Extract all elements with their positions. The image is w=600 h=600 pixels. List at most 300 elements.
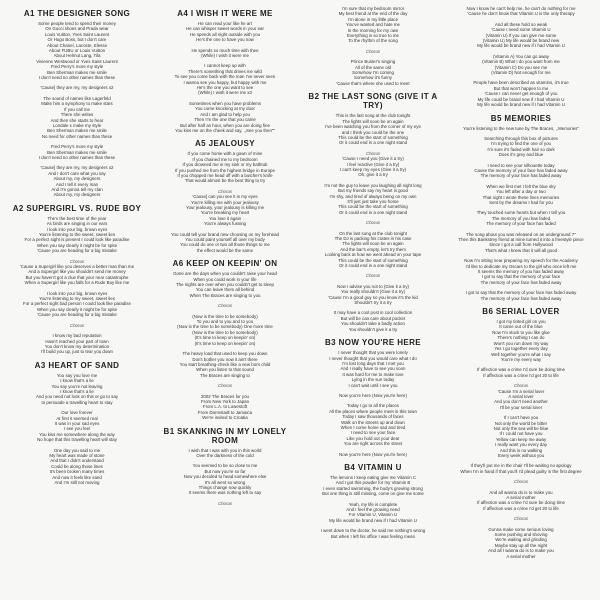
lyric-line: If I can't have you [503, 415, 539, 421]
lyric-line: This could be the start of something [338, 134, 408, 140]
lyric-line: You shouldn't give it a try [348, 326, 398, 332]
lyric-line: About FUBU or Louis Vuitton [48, 48, 106, 54]
lyric-line: 'Cause I'm a serial lover [497, 388, 545, 394]
song-block [450, 6, 592, 108]
lyric-line: There she writes [60, 112, 94, 118]
lyric-line: Over the darkness of the cold [196, 452, 254, 458]
lyric-line: For a perfect sight is present I could look like paradise [24, 237, 130, 243]
lyric-line: There's something that drives me wild [188, 68, 262, 74]
song-title: A3 HEART OF SAND [34, 360, 120, 370]
lyric-line: The lemons I keep eating give me Vitamin C [329, 475, 417, 480]
lyric-line: My heart was made of stone [49, 453, 105, 458]
chorus-marker: Chorus [513, 383, 529, 389]
lyric-line: The lights will soon be on again [342, 118, 404, 124]
lyric-line: When I come home sad and tired [340, 424, 406, 430]
lyric-line: A serial lover [508, 393, 534, 399]
lyric-line: If affection was a crime I'd sure be doing time [477, 500, 565, 506]
lyric-line: I got my tinted girl on you [496, 319, 546, 325]
lyric-line: If you drowned me in my sink or my bathtub [182, 162, 268, 168]
lyric-line: You say you're not leaving [51, 383, 103, 389]
lyric-line: You left after a day or two [496, 189, 546, 195]
lyric-line: I'm alone in my little place [347, 16, 399, 22]
lyric-line: Cause the memory of your face has faded away [474, 167, 568, 173]
lyric-line: Or it could end in a one night stand [338, 263, 408, 269]
lyric-line: He spends so much time with thee [191, 47, 259, 53]
lyric-line: Now you're here (Now you're here) [339, 392, 407, 398]
lyric-line: No need for other names than these [41, 133, 113, 139]
lyric-line: My life would be brand new if I had Vitamin U [329, 517, 417, 523]
lyric-line: And all wanna do is to make you [489, 489, 553, 495]
song-block [154, 259, 296, 420]
lyric-line: I need to see your silhouette today [487, 162, 555, 168]
lyric-line: I'll be your serial lover [499, 404, 543, 410]
lyric-line: Ben Sherman makes me smile [47, 128, 107, 134]
lyric-line: The memory of your face has faded [486, 221, 556, 227]
song-block [302, 92, 444, 332]
lyric-line: The Braces are singing to [199, 372, 251, 378]
lyric-line: You're listening to the sweet, sweet lies [38, 232, 116, 237]
lyric-line: You say you love me [56, 372, 98, 378]
song-title: B5 MEMORIES [490, 113, 552, 123]
lyric-line: The heavy load that used to keep you down [182, 351, 268, 357]
lyric-line: Make him a symphony to make stars [41, 101, 113, 107]
lyric-line: You kiss me on the cheek and say, ,,See you then"" [174, 127, 276, 133]
lyric-line: Or Hugo Boss, but I don't care [47, 37, 107, 43]
lyric-line: I cannot keep up with [204, 63, 246, 69]
lyric-line: That's what I knew that it will all good [484, 247, 558, 253]
lyric-line: In the morning for my own [347, 27, 399, 33]
lyric-line: Maybe stay up all the night [494, 542, 548, 548]
lyric-line: 'Cause I need you (Give it a try) [342, 156, 404, 162]
lyric-line: It'll just just take you home [347, 198, 399, 204]
lyric-line: I need to see your face [350, 430, 396, 436]
lyric-line: I'm sure it's faded with hair so dark [487, 146, 555, 152]
lyric-line: It was in your sad eyes [54, 420, 100, 426]
lyric-line: When I'm in hand if that you'll I'd plead guilty in the first degree [460, 468, 582, 474]
lyric-line: You start breathing-check like a new born child [179, 361, 271, 367]
lyric-line: And a Supergirl like you shouldn't send me money [28, 269, 126, 275]
lyric-line: Londale x make my style [52, 122, 102, 128]
lyric-line: Today I saw thousands of faces [342, 414, 404, 420]
lyric-line: If I could not have you [499, 431, 543, 437]
song-title: B1 SKANKING IN MY LONELY ROOM [163, 426, 287, 445]
lyric-line: He's the one you want to see [196, 85, 254, 91]
lyric-line: All the places where people meet in this town [329, 408, 417, 414]
lyric-line: I went down to the doctor, he said me nothing's wrong [320, 528, 426, 534]
lyric-line: No hope that this travelling heart will stay [37, 437, 117, 443]
song-title: B2 THE LAST SONG (GIVE IT A TRY) [308, 92, 438, 111]
lyric-line: You can leave them all behind [195, 287, 255, 293]
lyric-line: About Helmut Lang, Tila [53, 53, 101, 59]
lyric-line: 'Cause] can you see it in my eyes [192, 194, 258, 200]
lyric-line: Since I got a call from Hollywood [489, 242, 553, 248]
lyric-line: Looking back at how we went ahead on your tape [324, 252, 422, 258]
lyric-line: Ben Sherman makes me smile [47, 149, 107, 155]
lyric-line: (Vitamin U) If you can give me some [485, 32, 557, 38]
lyric-line: For a perfect sight bad person I could look like paradise [23, 301, 131, 307]
lyric-line: But after half an hour, when you are doing fine [180, 122, 270, 128]
lyric-line: I really want you every day [495, 442, 547, 448]
lyric-line: (Vitamin C) Do you see me [494, 64, 548, 70]
song-title: A2 SUPERGIRL VS. RUDE BOY [12, 203, 142, 213]
song-title: A4 I WISH IT WERE ME [177, 9, 273, 18]
lyric-line: 'Cause I'm a good guy so you know it's the kid [328, 294, 418, 300]
lyric-line: Hasn't reached your part of town [45, 338, 109, 344]
lyric-line: (It's time to keep on keepin' on) [194, 335, 256, 341]
lyric-line: There's nothing I can do [497, 335, 545, 341]
lyric-line: And now it feels like sand [52, 474, 102, 480]
lyric-line: This could be the start of something [338, 204, 408, 210]
lyric-line: You seemed to be so close to me [192, 463, 258, 469]
lyric-line: I'm trying to find the one of you [491, 141, 551, 147]
lyric-line: 'Cause a Supergirl like you deserves a better man than me [19, 264, 135, 270]
lyric-line: And the bar's empty, let's try them [340, 246, 406, 252]
lyric-line: People have been described as vitamins, it's true [473, 80, 569, 86]
lyrics-column-1 [6, 6, 148, 491]
lyric-line: Gone are the days when you couldn't raise your head [173, 271, 277, 277]
lyric-line: To the rhythm of the song [348, 38, 398, 44]
lyric-line: 'Cause] they are my, my designers x2 [40, 85, 114, 91]
chorus-marker: Chorus [217, 500, 233, 506]
lyric-line: I never thought that you would care what I do [329, 355, 417, 361]
lyric-line: Not only the sea will be blue [493, 425, 549, 431]
lyric-line: I'm lost long days that I met you [342, 360, 404, 366]
lyric-line: Our love forever [61, 410, 93, 416]
lyric-line: You shouldn't take a badly action [341, 321, 405, 327]
lyric-line: He can read your like he art [198, 21, 252, 26]
lyric-line: Your jealousy, your jealousy is killing me [185, 204, 265, 210]
lyric-line: Searching through this box of pictures [484, 135, 558, 141]
lyric-line: And all I wanna do is to make you [488, 548, 554, 554]
lyric-line: You are right across the street [343, 441, 403, 447]
lyric-line: The memory of your face has faded away [480, 295, 562, 301]
lyric-line: We're waiting and grinding [495, 537, 547, 543]
lyric-line: I'd like to dedicate my Oscars to the girl who once left me [465, 263, 577, 269]
lyric-line: You've wanted and hate me [346, 22, 400, 28]
lyric-line: One day you said to me [53, 447, 101, 453]
lyric-line: to persuade a travelling heart to stay [41, 399, 113, 405]
lyric-line: I feel reactive (Give it a try) [346, 161, 400, 167]
song-title: B4 VITAMIN U [344, 463, 402, 472]
lyric-line: Things change now quickly [198, 485, 252, 490]
lyric-line: He spends all night outside with you [189, 31, 261, 37]
lyric-line: Sometimes when you have problems [189, 100, 261, 106]
lyric-line: Not only the world be bitter [494, 420, 548, 426]
lyric-line: He's the one to have you now [196, 37, 254, 43]
lyric-line: But one thing is still missing, come on give me some [322, 491, 424, 497]
lyric-line: the effect would be the same [196, 247, 254, 253]
lyric-line: Every week without you [497, 453, 545, 458]
lyric-line: A serial mother [506, 495, 536, 501]
lyric-line: (Now is the time to be somebody) [192, 313, 258, 319]
lyric-line: And I am glad to help you [200, 111, 250, 117]
lyric-line: It seems the memory of you has faded away [477, 269, 565, 275]
lyric-line: Now I'm sitting near preparing my speech for the Academy [464, 258, 578, 264]
lyric-line: Fred Perry's more my style [50, 64, 104, 70]
lyric-line: I wish that I was with you in this world [188, 447, 262, 453]
lyric-line: Now I know he can't help me, he can't do nothing for me [466, 6, 576, 11]
lyric-line: Well together you're what I say [491, 351, 551, 357]
lyric-line: And you need not look on this or go to say [35, 394, 118, 400]
lyric-line: About my, my designers [53, 192, 101, 198]
lyric-line: Fred Perry's more my style [50, 144, 104, 150]
lyric-line: It's all went so wrong [204, 479, 246, 485]
lyric-line: I don't need no other names than these [38, 154, 116, 160]
lyric-line: From New York to Japan [200, 398, 250, 404]
song-title: A6 KEEP ON KEEPIN' ON [172, 259, 278, 269]
lyric-line: I look into your big, brown eyes [46, 226, 108, 232]
lyric-line: Won't you run down my way [493, 340, 549, 346]
lyric-line: You're killing me with your jealousy [191, 199, 259, 205]
song-block [6, 361, 148, 486]
lyric-line: (While) I wish it were me [201, 53, 249, 59]
lyric-line: When we first met I felt the blue sky [486, 183, 556, 189]
lyrics-column-3 [302, 6, 444, 545]
lyric-line: You come knocking at my door [195, 106, 255, 112]
lyric-line: 'Cause you are heading for a big mistake [37, 248, 117, 254]
lyric-line: (While) I wish it were me x3 [198, 90, 252, 96]
song-block [450, 307, 592, 559]
lyric-line: My best friend at the end of the day [338, 11, 408, 17]
lyric-line: And that I didn't understand [50, 458, 104, 464]
lyric-line: And I feel the growing need [346, 507, 400, 513]
lyric-line: If you chained me to my bedroom [192, 156, 258, 162]
chorus-marker: Chorus [513, 479, 529, 485]
lyric-line: When you could work in your life [193, 276, 257, 282]
chorus-marker: Chorus [217, 188, 233, 194]
lyric-line: But when I left his office I was feeling mean [330, 533, 416, 539]
lyric-line: I'm shy, and tired of always being on my own [329, 193, 417, 199]
song-block [302, 338, 444, 457]
lyric-line: And I really have to see you soon [340, 366, 406, 372]
lyric-line: On the last song at the club tonight [339, 230, 407, 236]
lyric-line: Some pushing and shoving [494, 532, 548, 538]
lyric-line: At first it seemed real [56, 415, 98, 421]
lyrics-column-4 [450, 6, 592, 565]
lyric-line: 'Cause you are heading for a big mistake [37, 312, 117, 318]
lyric-line: I never thought that you were lonely [338, 350, 408, 356]
lyric-line: That would almost be the best thing to try [184, 178, 266, 184]
lyric-line: The memory of you has faded [491, 215, 551, 221]
lyric-line: The's the best time of the year [47, 215, 107, 221]
chorus-marker: Chorus [513, 516, 529, 522]
lyric-line: And I got this powder for my Vitamin B [335, 480, 411, 486]
lyric-line: You lose it again [208, 215, 242, 221]
lyric-line: It may have a cool post in cool collection [333, 310, 413, 316]
chorus-marker: Chorus [217, 383, 233, 389]
lyric-line: 'Cause I need some Vitamin U [491, 27, 551, 33]
lyric-line: I'm not the guy to leave you laughing all night long [324, 182, 422, 188]
lyric-line: You really shouldn't (Give it a try) [340, 289, 406, 295]
lyric-line: Vivienne Westwood or Yves Saint Laurent [36, 58, 118, 64]
lyric-line: And I tell it every man [55, 181, 99, 187]
lyric-line: About my, my designers [53, 176, 101, 182]
lyric-line: It's been broken many times [49, 469, 105, 475]
lyric-line: I don't need no other names than these [38, 75, 116, 81]
lyric-line: On Gucci shoes and Prada wear [45, 26, 109, 32]
lyric-line: Somehow it's funny [354, 75, 392, 81]
lyric-line: When a Supergirl like you falls for a Rude Boy like me [24, 280, 130, 286]
lyric-line: (Now is the time to be somebody) [192, 329, 258, 335]
lyric-line: Now you're here (Now you're here) [339, 451, 407, 457]
lyric-line: This is the last song at the club tonight [335, 113, 411, 119]
lyric-line: and I think you could be the one [341, 129, 405, 135]
lyric-line: From L.A. to Lowestoft [202, 404, 248, 410]
song-block [154, 9, 296, 133]
lyric-line: 'Cause] they are my, my designers x2 [40, 165, 114, 171]
lyric-line: Oh, give it a try [358, 172, 388, 178]
lyric-line: The nights are over when you couldn't get to sleep [176, 282, 274, 288]
chorus-marker: Chorus [69, 258, 85, 264]
chorus-marker: Chorus [217, 303, 233, 309]
song-block [302, 6, 444, 86]
lyric-line: I even started swimming, the body's growing strong [323, 485, 423, 491]
lyric-line: 'Cause I can never get enough of you [484, 91, 558, 97]
lyric-line: But my friends say my heart is good [338, 188, 408, 194]
lyric-line: And this is no walking [499, 447, 543, 453]
lyric-line: I can't keep my eyes (Give it a try) [339, 166, 407, 172]
lyric-line: Now I'm stuck to you like glue [492, 329, 550, 335]
lyric-line: You could paint yourself all over my body [185, 237, 265, 242]
lyric-line: Does it's grey and blue [498, 152, 544, 158]
lyric-line: Gonna make some serious loving [488, 526, 554, 532]
song-title: B6 SERIAL LOVER [482, 307, 560, 317]
lyric-line: All of the same old [354, 64, 392, 70]
lyric-line: He can whisper sweet words in your ear [186, 26, 264, 32]
lyric-line: The DJ is packing his crates in his case [334, 236, 412, 241]
lyric-line: Lying in the sun today [351, 377, 395, 383]
lyrics-column-2 [154, 6, 296, 512]
lyric-line: Louis Vuitton, Yves Saint Laurent [44, 31, 110, 37]
lyric-line: I see you feel [63, 426, 91, 432]
lyric-line: Or it could end in a one night stand [338, 209, 408, 215]
lyric-line: Somehow I'm coming [352, 70, 394, 76]
lyric-line: Could be along those lines [51, 463, 103, 469]
chorus-marker: Chorus [365, 273, 381, 279]
lyric-line: But that won't happen to me [493, 85, 549, 91]
lyric-line: To see you come back with the man I've never seen [174, 74, 276, 80]
song-block [154, 139, 296, 253]
lyric-line: Everything is so true to me [347, 33, 399, 39]
chorus-marker: Chorus [365, 150, 381, 156]
lyric-line: For Vitamin U, Vitamin U [348, 512, 398, 518]
lyric-line: I know my bad reputation [52, 333, 102, 339]
lyric-line: It came out of the blue [499, 324, 543, 330]
lyric-line: If affection was a crime I'd get 20 to life [483, 505, 559, 511]
lyric-line: And I'm gonna tell my clan [51, 186, 103, 192]
lyric-line: When The Braces are singing to you [189, 292, 261, 298]
lyric-line: Today I go to all the places [347, 403, 399, 409]
lyric-line: When you listen to that sound [196, 367, 254, 373]
lyric-line: (Vitamin D) Not enough for me [491, 70, 551, 76]
song-title: A1 THE DESIGNER SONG [23, 9, 131, 18]
lyric-line: Some people tend to spend their money [38, 21, 116, 26]
lyric-line: If you call me [64, 106, 90, 112]
lyric-line: You could do one or two all those things to me [180, 242, 270, 248]
lyric-line: Now I advise you not to (Give it a try) [337, 283, 409, 289]
lyric-line: If you chopped me head off with a butcher's knife [177, 172, 273, 178]
lyric-line: If you pushed me from the highest bridge in Europe [175, 167, 275, 173]
chorus-marker: Chorus [365, 48, 381, 54]
lyric-line: I can't wait until I see you [348, 382, 398, 388]
lyric-line: Shouldn't try it a try [354, 300, 392, 306]
lyric-line: I've been watching you from the corner of my eye [325, 124, 421, 130]
lyric-line: You're my every way [500, 356, 542, 362]
lyric-line: And then she starts to hear [50, 117, 104, 123]
lyric-line: We're invited to Croatia [202, 415, 248, 421]
lyric-line: That night I wrote these lines memories [482, 194, 560, 200]
lyric-line: Then I'm the one that you came [194, 117, 256, 123]
lyric-line: My life could be brand new if I had Vitamin U [477, 96, 565, 102]
lyric-line: 2002 The Braces for you [200, 393, 249, 399]
lyric-line: You kiss me somewhere along the way [39, 431, 115, 437]
lyric-line: The memory of your face has faded away [480, 173, 562, 179]
lyric-line: You're listening to the new tune by The Braces, ,,Memories" [463, 125, 579, 131]
lyric-line: A serial mother [506, 553, 536, 559]
lyric-line: Like you hold out your dear [346, 435, 400, 441]
lyric-line: And you don't need another [494, 399, 548, 405]
lyric-line: I know that's a lie [60, 388, 94, 394]
lyric-line: (It's time to keep on keepin' on) [194, 340, 256, 346]
lyric-line: Prince Buster's singing [350, 59, 396, 65]
lyric-line: The lights will soon be on again [342, 241, 404, 247]
lyric-line: And I'm still not moving [54, 480, 100, 486]
lyric-line: My life would be brand new if I had Vitamin U [477, 43, 565, 49]
lyric-line: I got to say that the memory of your face [481, 274, 561, 280]
lyric-line: You're always fussing [204, 221, 246, 227]
lyric-line: My life would be brand new if I had Vitamin U [477, 102, 565, 108]
lyric-line: Ben Sherman makes me smile [47, 69, 107, 75]
lyric-line: Yellow can keep me away [495, 436, 547, 442]
lyric-line: You don't know my determination [44, 343, 110, 349]
lyric-line: (Vitamin U) My life would be brand new [482, 38, 560, 44]
lyric-line: If affection was a crime I'd sure be doing time [477, 367, 565, 373]
lyric-line: (Vitamin B) What I do you want from me [482, 59, 560, 65]
lyric-line: And all these hold so weak [494, 21, 548, 27]
chorus-marker: Chorus [365, 220, 381, 226]
lyric-line: This could be the start of something [338, 257, 408, 263]
lyric-line: Yeah, my life is complete [348, 501, 398, 507]
lyric-line: Then this Bankstrey friend at mine turned it into a freestyle piece [458, 237, 584, 242]
lyric-line: If you come home with a gown of mine [187, 151, 263, 157]
lyric-line: You're listening to my sweet, sweet lies [39, 296, 115, 302]
lyric-line: The memory of your face has faded away [480, 279, 562, 285]
lyric-line: Yes I go together every day [494, 346, 548, 352]
lyric-line: When you say clearly it might be for spite [36, 242, 118, 248]
song-block [6, 9, 148, 198]
lyric-line: If affection was a crime I'd get 20 to life [483, 372, 559, 378]
lyric-line: As birds are singing in our ears [46, 221, 108, 227]
lyric-line: When you say clearly it might be for spite [36, 306, 118, 312]
song-title: A5 JEALOUSY [195, 139, 255, 149]
song-block [154, 427, 296, 507]
song-block [6, 204, 148, 355]
lyric-line: 'Cause that's where she used to meet [336, 80, 410, 86]
song-block [450, 114, 592, 302]
lyric-line: I wanna see you happy, but happy with me [183, 79, 267, 85]
lyric-line: Don't bother you now it ain't there [192, 356, 258, 362]
lyric-line: The song about you was released on an underground 7" [466, 231, 576, 237]
lyric-line: And I don't care what you say [48, 170, 106, 176]
lyric-line: About Chanel, Lacoste, Elesse [46, 42, 108, 48]
lyric-line: They touched some hearts but when I tell you [476, 210, 566, 216]
lyric-line: 'Cause he don't know that Vitamin U is the only therapy [467, 11, 575, 17]
lyric-line: I look into your big, brown eyes [46, 290, 108, 296]
lyric-line: You could tell your brand new choosing on my forehead [171, 231, 279, 237]
lyric-line: To you and to you and to you [196, 319, 254, 325]
lyric-line: I got to say that the memory of your face has faded away [465, 290, 577, 296]
lyric-line: I'm sure that my bedroom mirror [341, 6, 405, 11]
